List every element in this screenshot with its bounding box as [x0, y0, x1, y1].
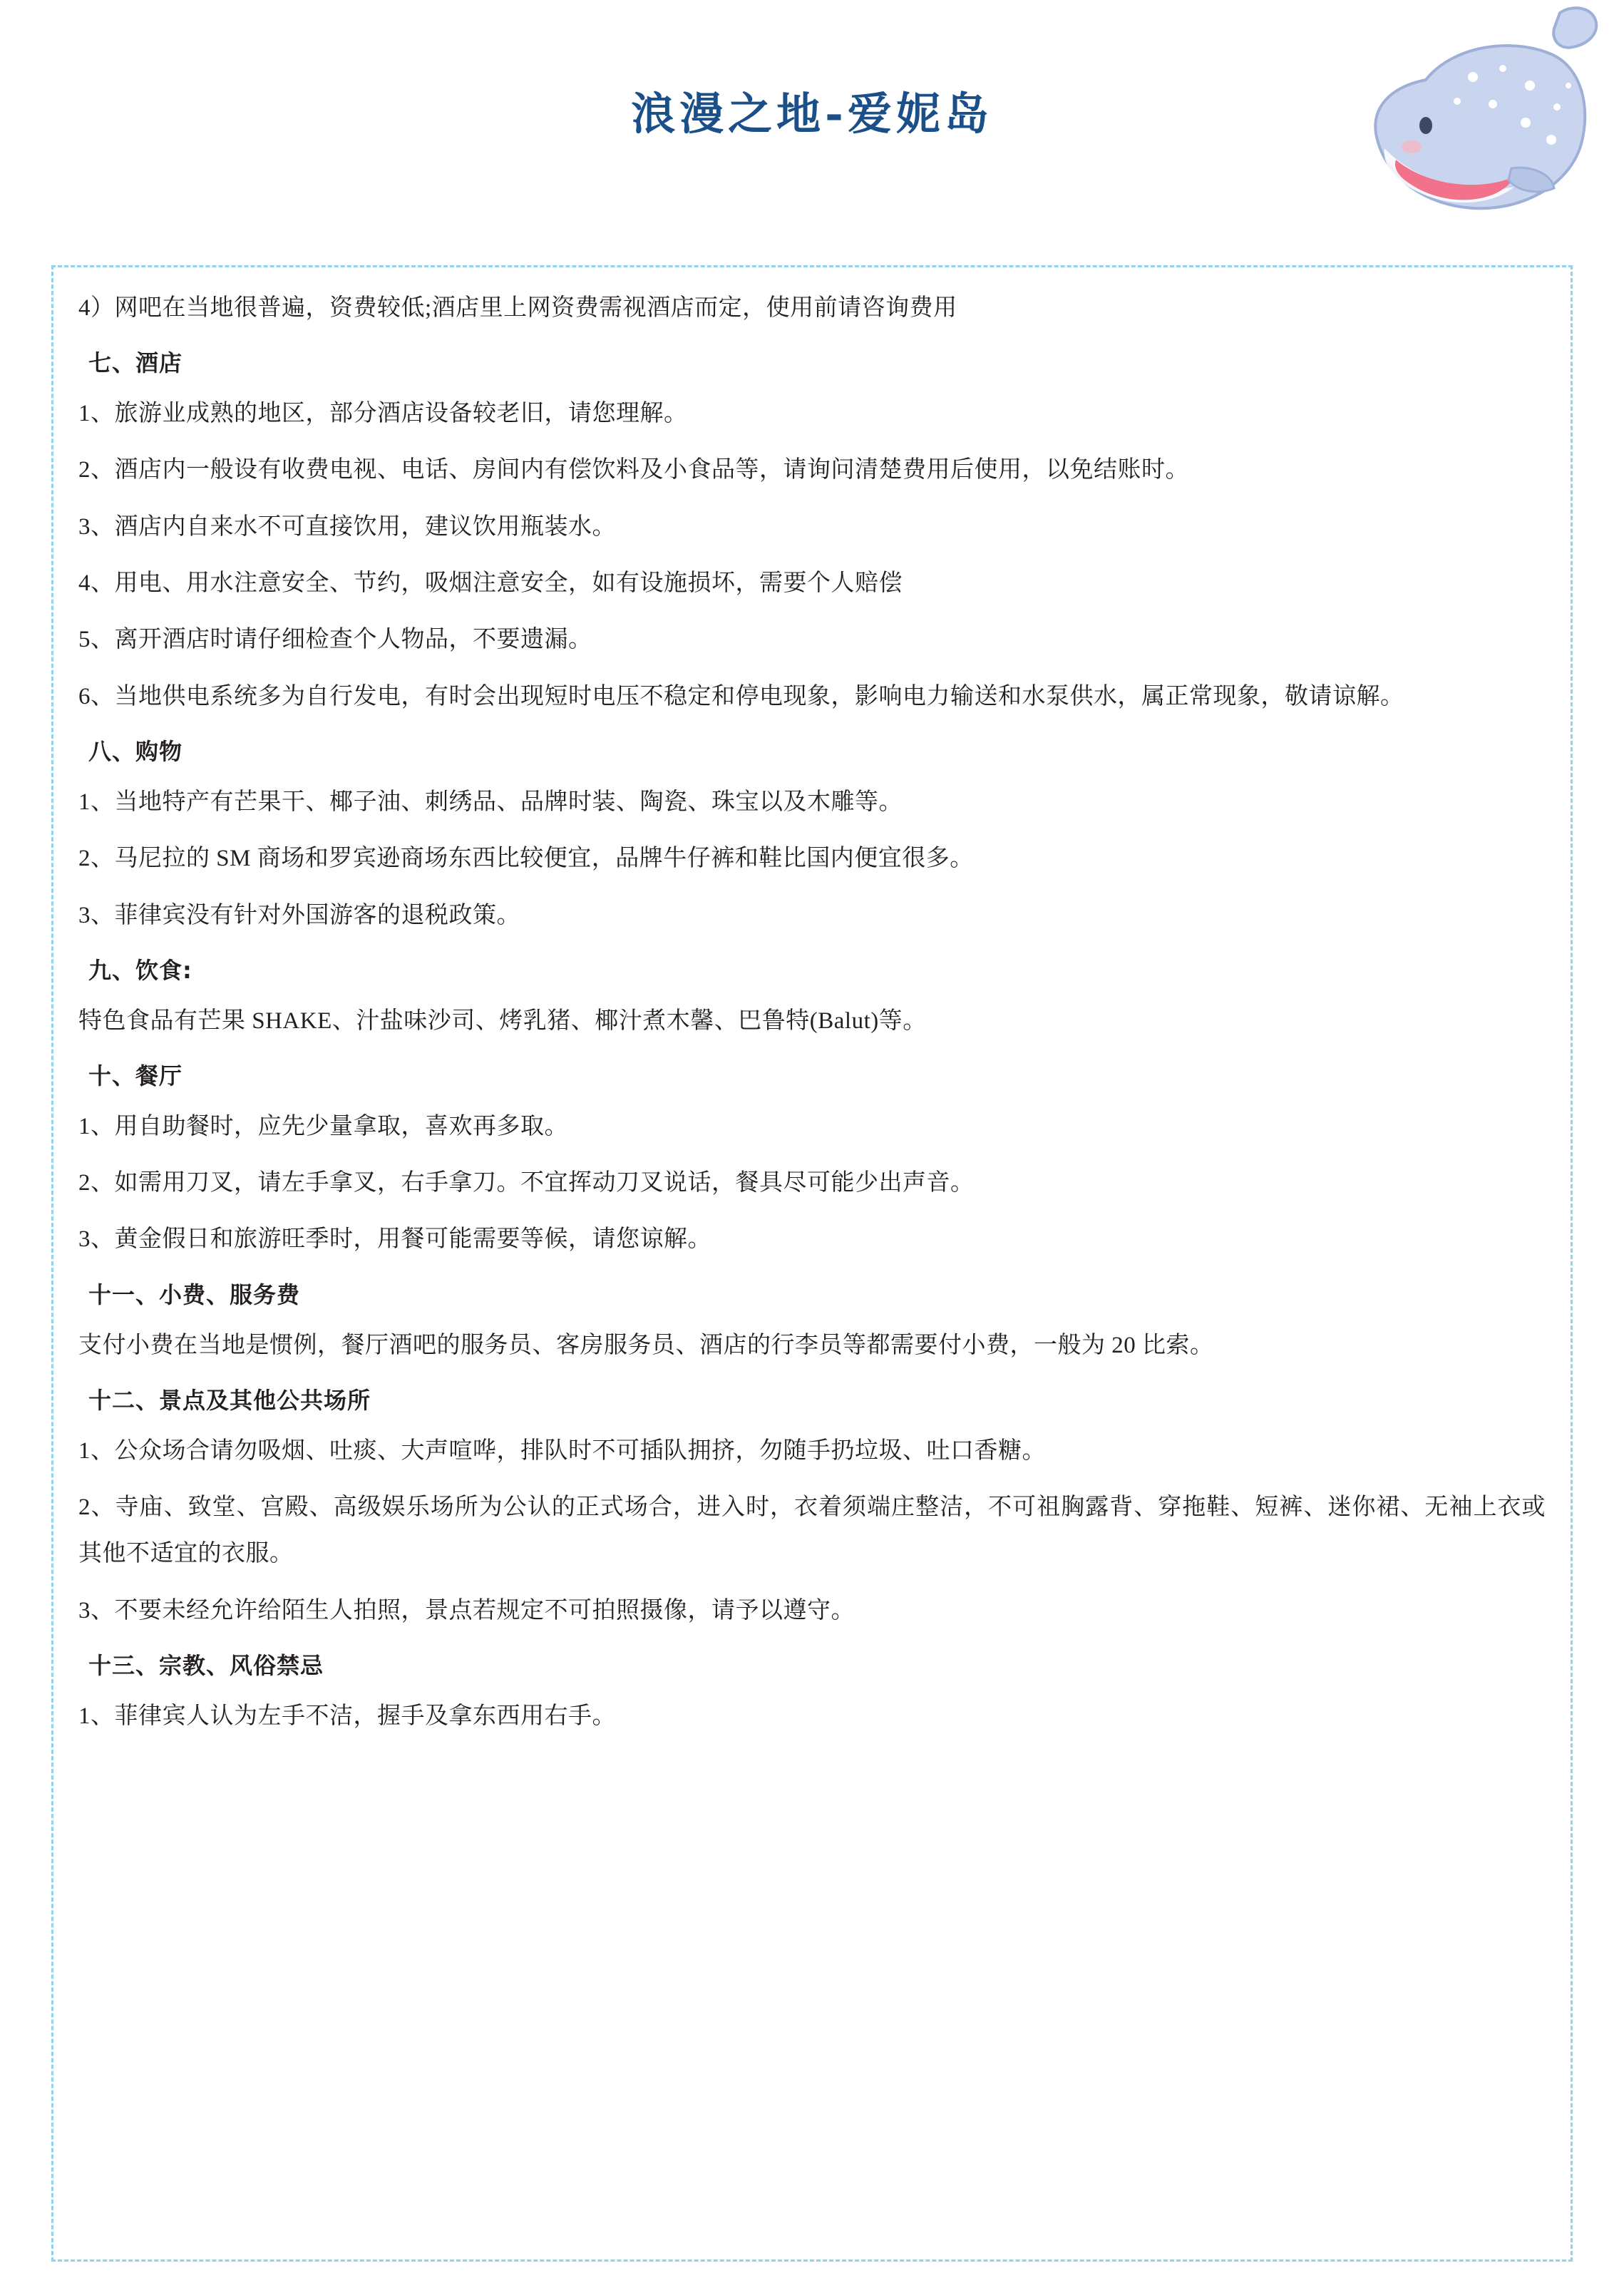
section-heading: 八、购物	[88, 738, 183, 766]
paragraph: 3、菲律宾没有针对外国游客的退税政策。	[78, 902, 520, 928]
paragraph: 2、寺庙、致堂、宫殿、高级娱乐场所为公认的正式场合，进入时，衣着须端庄整洁，不可祖胸露背、穿拖鞋、短裤、迷你裙、无袖上衣或其他不适宜的衣服。	[78, 1494, 1546, 1567]
paragraph: 5、离开酒店时请仔细检查个人物品，不要遗漏。	[78, 627, 592, 653]
paragraph: 特色食品有芒果 SHAKE、汁盐味沙司、烤乳猪、椰汁煮木馨、巴鲁特(Balut)等。	[78, 1007, 927, 1034]
paragraph: 2、酒店内一般设有收费电视、电话、房间内有偿饮料及小食品等，请询问清楚费用后使用，以免结账时。	[78, 457, 1189, 483]
paragraph: 6、当地供电系统多为自行发电，有时会出现短时电压不稳定和停电现象，影响电力输送和水泵供水，属正常现象，敬请谅解。	[78, 683, 1404, 709]
paragraph: 3、酒店内自来水不可直接饮用，建议饮用瓶装水。	[78, 513, 616, 540]
page-title: 浪漫之地-爱妮岛	[631, 88, 993, 140]
paragraph: 1、公众场合请勿吸烟、吐痰、大声喧哗，排队时不可插队拥挤，勿随手扔垃圾、吐口香糖。	[78, 1437, 1046, 1464]
paragraph: 1、菲律宾人认为左手不洁，握手及拿东西用右手。	[78, 1703, 616, 1729]
document-header	[0, 0, 1624, 257]
paragraph: 4）网吧在当地很普遍，资费较低;酒店里上网资费需视酒店而定，使用前请咨询费用	[78, 295, 957, 321]
paragraph: 4、用电、用水注意安全、节约，吸烟注意安全，如有设施损坏，需要个人赔偿	[78, 570, 903, 597]
section-heading: 十三、宗教、风俗禁忌	[88, 1652, 324, 1680]
paragraph: 3、黄金假日和旅游旺季时，用餐可能需要等候，请您谅解。	[78, 1226, 711, 1253]
section-heading: 十、餐厅	[88, 1062, 183, 1089]
paragraph: 1、当地特产有芒果干、椰子油、刺绣品、品牌时装、陶瓷、珠宝以及木雕等。	[78, 789, 903, 815]
section-heading: 九、饮食:	[88, 956, 192, 984]
paragraph: 1、旅游业成熟的地区，部分酒店设备较老旧，请您理解。	[78, 401, 688, 427]
paragraph: 3、不要未经允许给陌生人拍照，景点若规定不可拍照摄像，请予以遵守。	[78, 1597, 855, 1623]
section-heading: 十一、小费、服务费	[88, 1281, 301, 1308]
document-body	[78, 285, 1546, 1750]
paragraph: 2、如需用刀叉，请左手拿叉，右手拿刀。不宜挥动刀叉说话，餐具尽可能少出声音。	[78, 1170, 975, 1196]
paragraph: 2、马尼拉的 SM 商场和罗宾逊商场东西比较便宜，品牌牛仔裤和鞋比国内便宜很多。	[78, 846, 974, 872]
paragraph: 1、用自助餐时，应先少量拿取，喜欢再多取。	[78, 1113, 568, 1139]
paragraph: 支付小费在当地是惯例，餐厅酒吧的服务员、客房服务员、酒店的行李员等都需要付小费，一般为 20 比索。	[78, 1332, 1214, 1358]
section-heading: 十二、景点及其他公共场所	[88, 1386, 371, 1414]
whale-illustration-icon	[1346, 0, 1603, 235]
section-heading: 七、酒店	[88, 349, 183, 377]
